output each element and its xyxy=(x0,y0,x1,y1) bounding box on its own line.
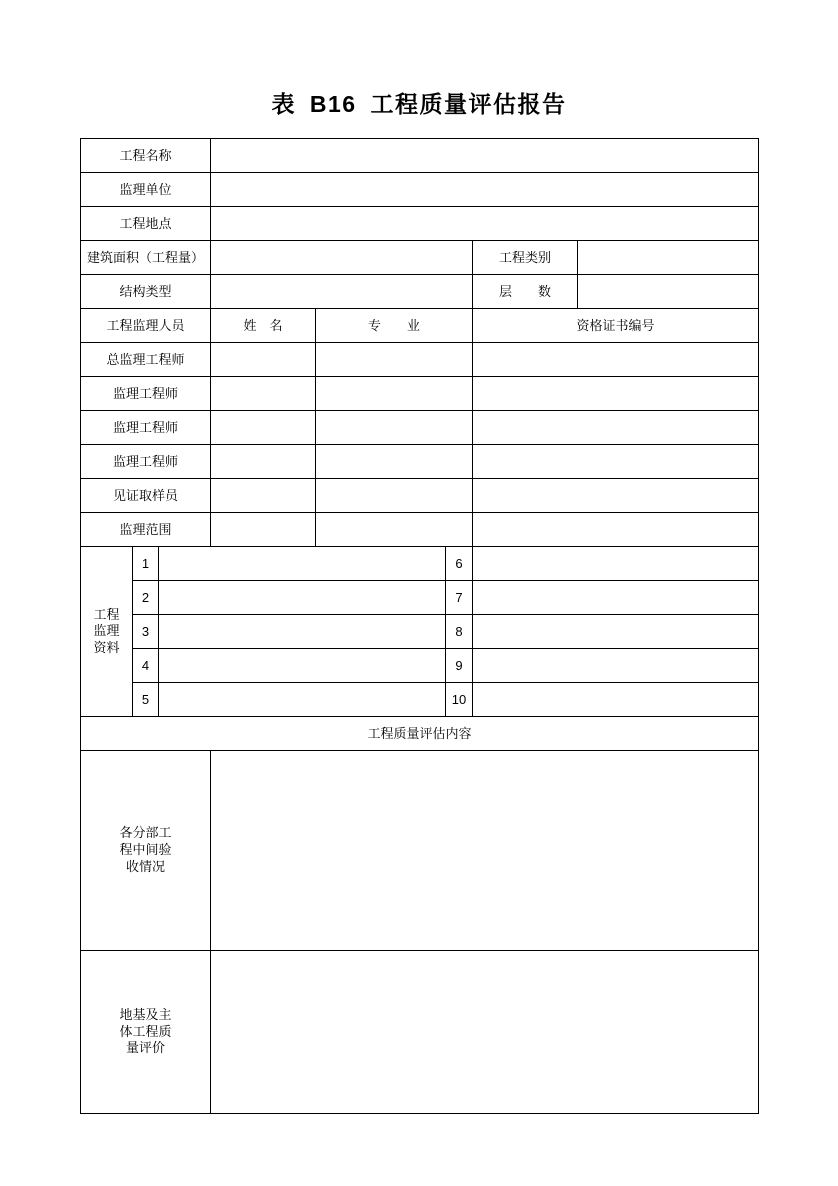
materials-row xyxy=(81,649,759,683)
supervision-unit-label: 监理单位 xyxy=(81,173,211,207)
materials-item-number: 3 xyxy=(133,615,159,649)
materials-item-content[interactable] xyxy=(473,683,759,717)
personnel-section-label: 工程监理人员 xyxy=(81,309,211,343)
subproject-acceptance-row xyxy=(81,751,759,951)
materials-item-number: 2 xyxy=(133,581,159,615)
structure-type-label: 结构类型 xyxy=(81,275,211,309)
table-row xyxy=(81,173,759,207)
table-row xyxy=(81,445,759,479)
supervision-engineer-3-specialty-cell[interactable] xyxy=(316,445,473,479)
table-row xyxy=(81,139,759,173)
supervision-engineer-2-specialty-cell[interactable] xyxy=(316,411,473,445)
supervision-engineer-3-certificate-cell[interactable] xyxy=(473,445,759,479)
witness-sampler-certificate-cell[interactable] xyxy=(473,479,759,513)
table-row xyxy=(81,479,759,513)
building-area-label: 建筑面积（工程量） xyxy=(81,241,211,275)
project-name-label: 工程名称 xyxy=(81,139,211,173)
foundation-quality-content[interactable] xyxy=(211,951,759,1114)
subproject-acceptance-content[interactable] xyxy=(211,751,759,951)
materials-item-number: 8 xyxy=(446,615,473,649)
assessment-header-row xyxy=(81,717,759,751)
table-row xyxy=(81,343,759,377)
materials-row xyxy=(81,683,759,717)
project-location-value[interactable] xyxy=(211,207,759,241)
table-row xyxy=(81,377,759,411)
materials-item-number: 1 xyxy=(133,547,159,581)
materials-item-content[interactable] xyxy=(159,547,446,581)
materials-row xyxy=(81,547,759,581)
floors-label: 层 数 xyxy=(473,275,578,309)
supervision-scope-cell-2[interactable] xyxy=(316,513,473,547)
supervision-engineer-1-name-cell[interactable] xyxy=(211,377,316,411)
subproject-acceptance-label: 各分部工程中间验收情况 xyxy=(81,751,211,951)
materials-item-content[interactable] xyxy=(159,581,446,615)
chief-engineer-label: 总监理工程师 xyxy=(81,343,211,377)
witness-sampler-label: 见证取样员 xyxy=(81,479,211,513)
materials-item-content[interactable] xyxy=(473,581,759,615)
chief-engineer-specialty-cell[interactable] xyxy=(316,343,473,377)
supervision-engineer-2-certificate-cell[interactable] xyxy=(473,411,759,445)
materials-row xyxy=(81,581,759,615)
supervision-engineer-3-label: 监理工程师 xyxy=(81,445,211,479)
supervision-scope-label: 监理范围 xyxy=(81,513,211,547)
form-table xyxy=(80,138,759,1114)
materials-item-number: 5 xyxy=(133,683,159,717)
table-row xyxy=(81,207,759,241)
page-title: 表 B16 工程质量评估报告 xyxy=(271,91,567,117)
name-column-header: 姓 名 xyxy=(211,309,316,343)
table-row xyxy=(81,275,759,309)
materials-item-number: 4 xyxy=(133,649,159,683)
materials-row xyxy=(81,615,759,649)
materials-item-number: 10 xyxy=(446,683,473,717)
table-row xyxy=(81,241,759,275)
supervision-engineer-2-name-cell[interactable] xyxy=(211,411,316,445)
foundation-quality-row xyxy=(81,951,759,1114)
materials-item-content[interactable] xyxy=(473,547,759,581)
assessment-header: 工程质量评估内容 xyxy=(81,717,759,751)
floors-value[interactable] xyxy=(578,275,759,309)
table-row xyxy=(81,411,759,445)
project-location-label: 工程地点 xyxy=(81,207,211,241)
materials-item-content[interactable] xyxy=(473,615,759,649)
supervision-engineer-1-specialty-cell[interactable] xyxy=(316,377,473,411)
personnel-header-row xyxy=(81,309,759,343)
certificate-column-header: 资格证书编号 xyxy=(473,309,759,343)
project-category-value[interactable] xyxy=(578,241,759,275)
materials-item-content[interactable] xyxy=(159,615,446,649)
specialty-column-header: 专 业 xyxy=(316,309,473,343)
building-area-value[interactable] xyxy=(211,241,473,275)
structure-type-value[interactable] xyxy=(211,275,473,309)
supervision-scope-cell-1[interactable] xyxy=(211,513,316,547)
materials-item-number: 7 xyxy=(446,581,473,615)
materials-item-content[interactable] xyxy=(473,649,759,683)
supervision-engineer-1-certificate-cell[interactable] xyxy=(473,377,759,411)
materials-section-label: 工程监理资料 xyxy=(81,547,133,717)
project-name-value[interactable] xyxy=(211,139,759,173)
supervision-engineer-1-label: 监理工程师 xyxy=(81,377,211,411)
materials-item-content[interactable] xyxy=(159,683,446,717)
supervision-unit-value[interactable] xyxy=(211,173,759,207)
supervision-scope-cell-3[interactable] xyxy=(473,513,759,547)
materials-item-number: 9 xyxy=(446,649,473,683)
chief-engineer-certificate-cell[interactable] xyxy=(473,343,759,377)
materials-item-content[interactable] xyxy=(159,649,446,683)
supervision-engineer-2-label: 监理工程师 xyxy=(81,411,211,445)
foundation-quality-label: 地基及主体工程质量评价 xyxy=(81,951,211,1114)
materials-item-number: 6 xyxy=(446,547,473,581)
witness-sampler-specialty-cell[interactable] xyxy=(316,479,473,513)
chief-engineer-name-cell[interactable] xyxy=(211,343,316,377)
project-category-label: 工程类别 xyxy=(473,241,578,275)
witness-sampler-name-cell[interactable] xyxy=(211,479,316,513)
supervision-engineer-3-name-cell[interactable] xyxy=(211,445,316,479)
table-row xyxy=(81,513,759,547)
